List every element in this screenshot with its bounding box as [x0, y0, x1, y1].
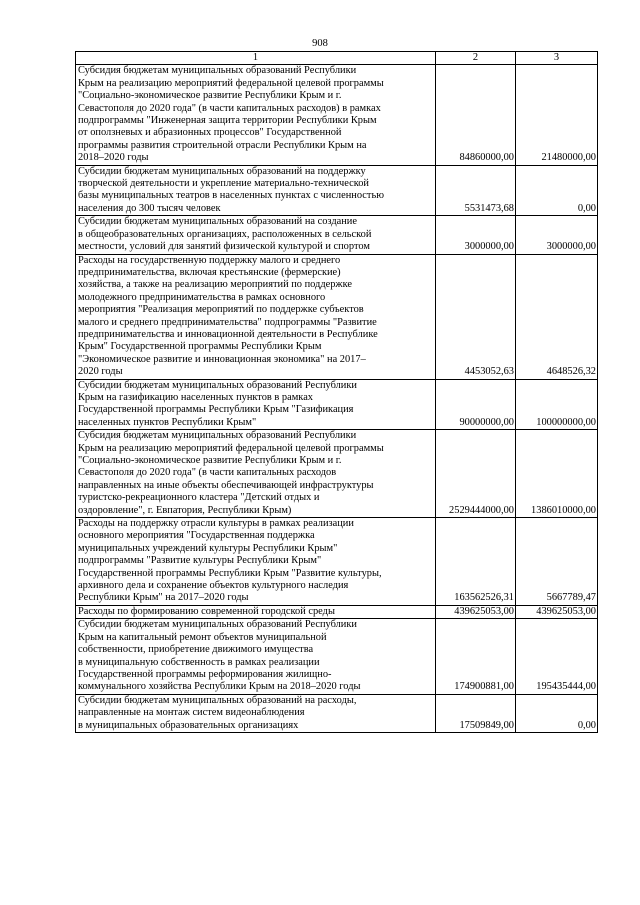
row-value-2: 5531473,68: [436, 165, 516, 216]
table-row: [76, 379, 598, 430]
row-value-3: 4648526,32: [516, 254, 598, 379]
table-row: [76, 694, 598, 732]
row-value-3: 100000000,00: [516, 379, 598, 430]
row-value-3: 5667789,47: [516, 518, 598, 606]
row-description: Субсидия бюджетам муниципальных образований Республики Крым на реализацию мероприятий федеральной целевой программы "Социально-экономическое развитие Республики Крым и г. Севастополя до 2020 года" (в части капитальных расходов направленных на иные объекты обеспечивающей инфраструктуры туристско-рекреационного кластера "Детский отдых и оздоровление", г. Евпатория, Республики Крым): [76, 430, 436, 518]
row-value-3: 1386010000,00: [516, 430, 598, 518]
column-header-3: 3: [516, 52, 598, 65]
row-description: Расходы на поддержку отрасли культуры в рамках реализации основного мероприятия "Государственная поддержка муниципальных учреждений культуры Республики Крым" подпрограммы "Развитие культуры Республики Крым" Государственной программы Республики Крым "Развитие культуры, архивного дела и сохранение объектов культурного наследия Республики Крым" на 2017–2020 годы: [76, 518, 436, 606]
table-row: [76, 518, 598, 606]
row-value-3: 0,00: [516, 165, 598, 216]
row-value-2: 90000000,00: [436, 379, 516, 430]
column-header-1: 1: [76, 52, 436, 65]
row-value-3: 3000000,00: [516, 216, 598, 254]
table-row: [76, 619, 598, 694]
row-description: Расходы на государственную поддержку малого и среднего предпринимательства, включая крестьянские (фермерские) хозяйства, а также на реализацию мероприятий по поддержке молодежного предпринимательства в рамках основного мероприятия "Реализация мероприятий по поддержке субъектов малого и среднего предпринимательства" подпрограммы "Развитие предпринимательства и инновационной деятельности в Республике Крым" Государственной программы Республики Крым "Экономическое развитие и инновационная экономика" на 2017– 2020 годы: [76, 254, 436, 379]
table-row: [76, 430, 598, 518]
row-description: Субсидии бюджетам муниципальных образований на расходы, направленные на монтаж систем видеонаблюдения в муниципальных образовательных организациях: [76, 694, 436, 732]
row-value-2: 163562526,31: [436, 518, 516, 606]
column-header-2: 2: [436, 52, 516, 65]
row-description: Субсидия бюджетам муниципальных образований Республики Крым на реализацию мероприятий федеральной целевой программы "Социально-экономическое развитие Республики Крым и г. Севастополя до 2020 года" (в части капитальных расходов) в рамках подпрограммы "Инженерная защита территории Республики Крым от оползневых и абразионных процессов" Государственной программы развития строительной отрасли Республики Крым на 2018–2020 годы: [76, 65, 436, 165]
row-value-3: 195435444,00: [516, 619, 598, 694]
row-value-3: 21480000,00: [516, 65, 598, 165]
table-row: [76, 216, 598, 254]
table-header-row: [76, 52, 598, 65]
row-value-2: 174900881,00: [436, 619, 516, 694]
table-row: [76, 65, 598, 165]
row-description: Субсидии бюджетам муниципальных образований Республики Крым на капитальный ремонт объектов муниципальной собственности, приобретение движимого имущества в муниципальную собственность в рамках реализации Государственной программы реформирования жилищно- коммунального хозяйства Республики Крым на 2018–2020 годы: [76, 619, 436, 694]
table-row: [76, 254, 598, 379]
row-value-2: 439625053,00: [436, 605, 516, 618]
table-row: [76, 605, 598, 618]
row-value-2: 84860000,00: [436, 65, 516, 165]
row-value-2: 3000000,00: [436, 216, 516, 254]
row-value-3: 0,00: [516, 694, 598, 732]
page-number: 908: [312, 38, 328, 49]
row-description: Субсидии бюджетам муниципальных образований Республики Крым на газификацию населенных пунктов в рамках Государственной программы Республики Крым "Газификация населенных пунктов Республики Крым": [76, 379, 436, 430]
table-row: [76, 165, 598, 216]
row-description: Субсидии бюджетам муниципальных образований на создание в общеобразовательных организациях, расположенных в сельской местности, условий для занятий физической культурой и спортом: [76, 216, 436, 254]
row-value-2: 4453052,63: [436, 254, 516, 379]
row-description: Субсидии бюджетам муниципальных образований на поддержку творческой деятельности и укрепление материально-технической базы муниципальных театров в населенных пунктах с численностью населения до 300 тысяч человек: [76, 165, 436, 216]
row-value-2: 17509849,00: [436, 694, 516, 732]
row-value-3: 439625053,00: [516, 605, 598, 618]
row-value-2: 2529444000,00: [436, 430, 516, 518]
row-description: Расходы по формированию современной городской среды: [76, 605, 436, 618]
budget-table: [75, 51, 598, 733]
